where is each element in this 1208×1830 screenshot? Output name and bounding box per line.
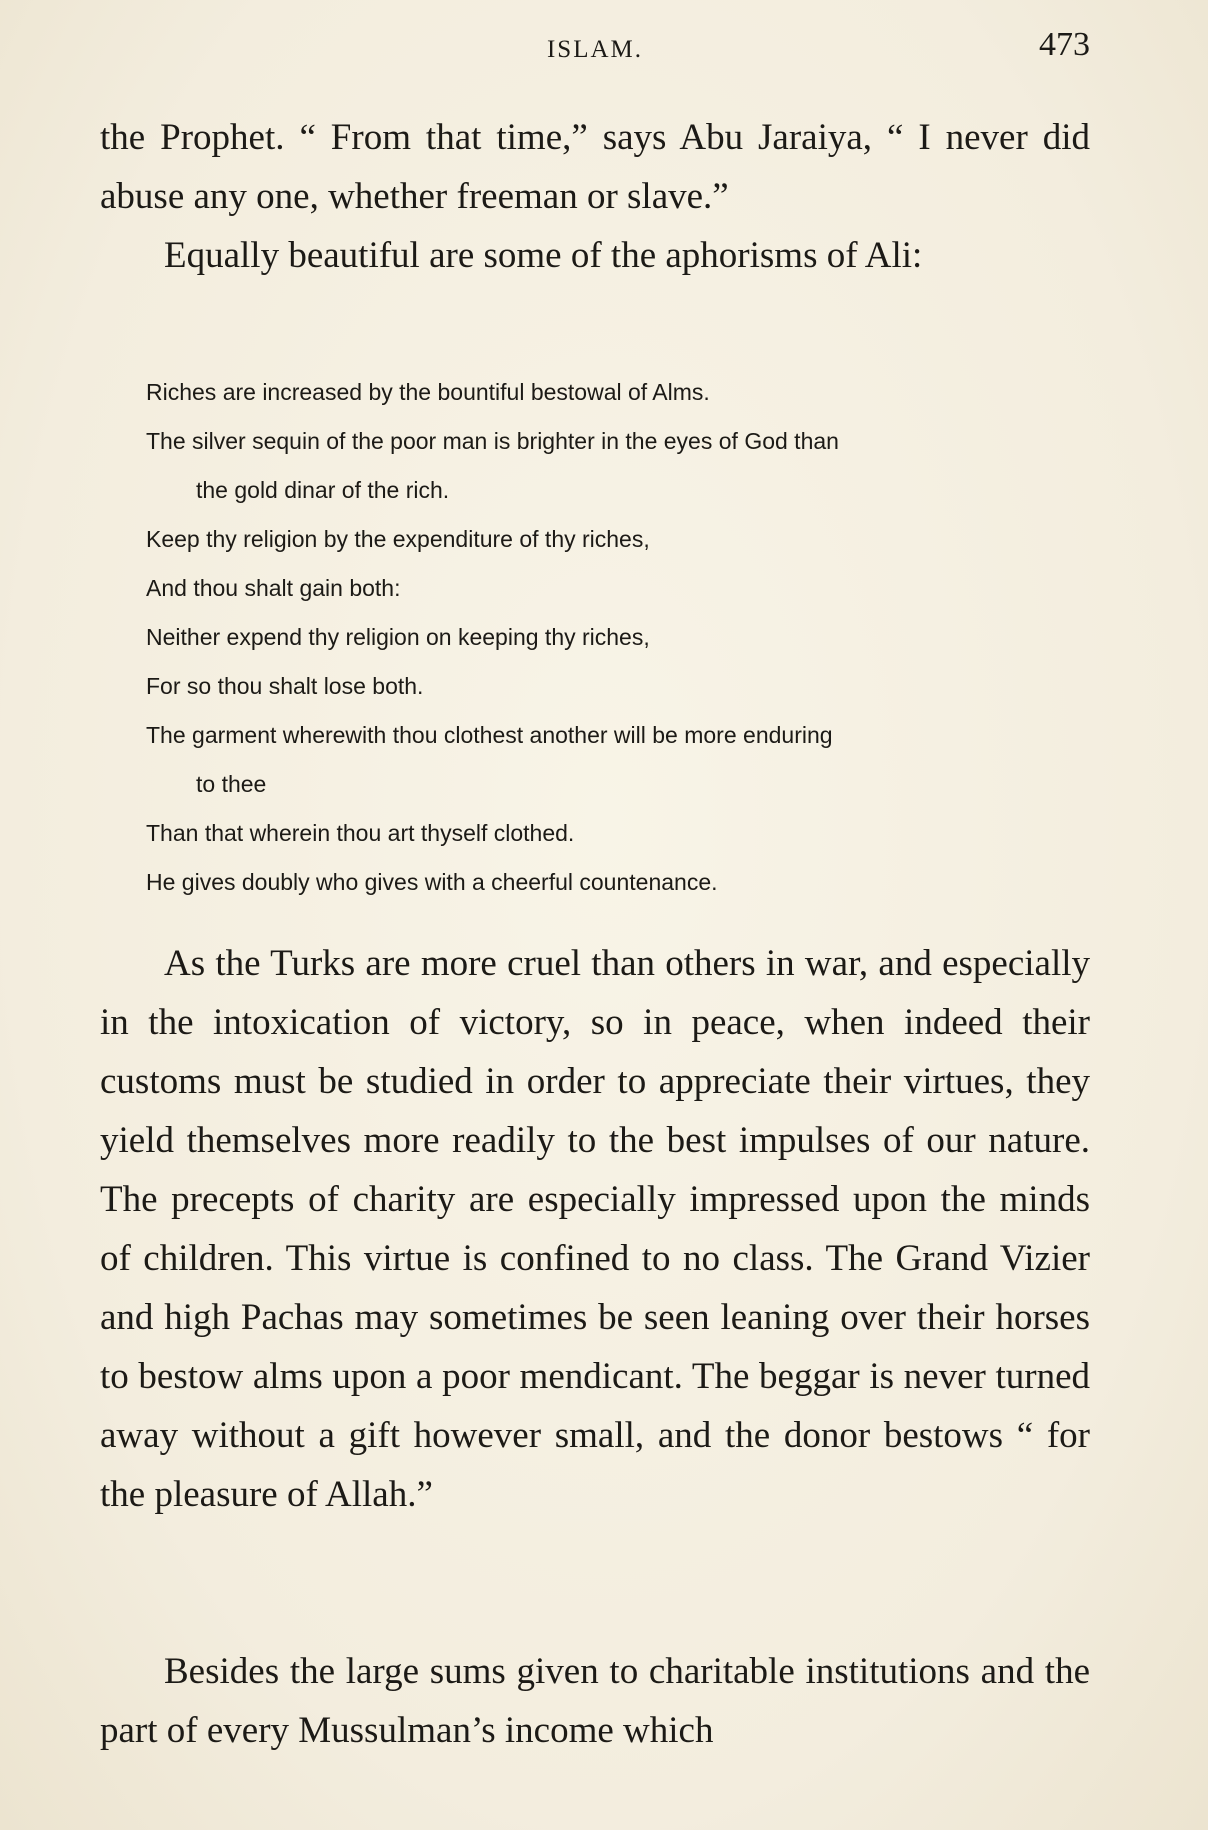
paragraph-text: Equally beautiful are some of the aphorisms of Ali: <box>164 235 923 276</box>
paragraph-charitable-sums <box>100 1642 1090 1760</box>
page-number: 473 <box>1039 26 1090 63</box>
aphorisms-block <box>146 368 1092 907</box>
page-header <box>100 26 1090 66</box>
paragraph-turks-charity <box>100 934 1090 1524</box>
aphorism-line: The garment wherewith thou clothest another will be more enduring <box>146 722 833 748</box>
aphorism-line: Keep thy religion by the expenditure of thy riches, <box>146 526 650 552</box>
aphorism-line: For so thou shalt lose both. <box>146 673 424 699</box>
aphorism-line-continuation: the gold dinar of the rich. <box>196 477 450 503</box>
paragraph-aphorisms-intro <box>100 226 1090 285</box>
aphorism-line-continuation: to thee <box>196 771 267 797</box>
aphorism-line: Neither expend thy religion on keeping thy riches, <box>146 624 650 650</box>
paragraph-text: the Prophet. “ From that time,” says Abu Jaraiya, “ I never did abuse any one, whether freeman or slave.” <box>100 117 1090 217</box>
paragraph-text: Besides the large sums given to charitable institutions and the part of every Mussulman’s income which <box>100 1651 1090 1751</box>
aphorism-line: Than that wherein thou art thyself clothed. <box>146 820 575 846</box>
aphorism-line: And thou shalt gain both: <box>146 575 401 601</box>
paragraph-prophet-quote <box>100 108 1090 226</box>
paragraph-text: As the Turks are more cruel than others in war, and especially in the intoxication of victory, so in peace, when indeed their customs must be studied in order to appreciate their virtues, they yield themselves more readily to the best impulses of our nature. The precepts of charity are especially impressed upon the minds of children. This virtue is confined to no class. The Grand Vizier and high Pachas may sometimes be seen leaning over their horses to bestow alms upon a poor mendicant. The beggar is never turned away without a gift however small, and the donor bestows “ for the pleasure of Allah.” <box>100 943 1090 1515</box>
running-head: ISLAM. <box>546 36 644 63</box>
aphorism-line: The silver sequin of the poor man is brighter in the eyes of God than <box>146 428 839 454</box>
aphorism-line: Riches are increased by the bountiful bestowal of Alms. <box>146 379 710 405</box>
aphorism-line: He gives doubly who gives with a cheerful countenance. <box>146 869 718 895</box>
